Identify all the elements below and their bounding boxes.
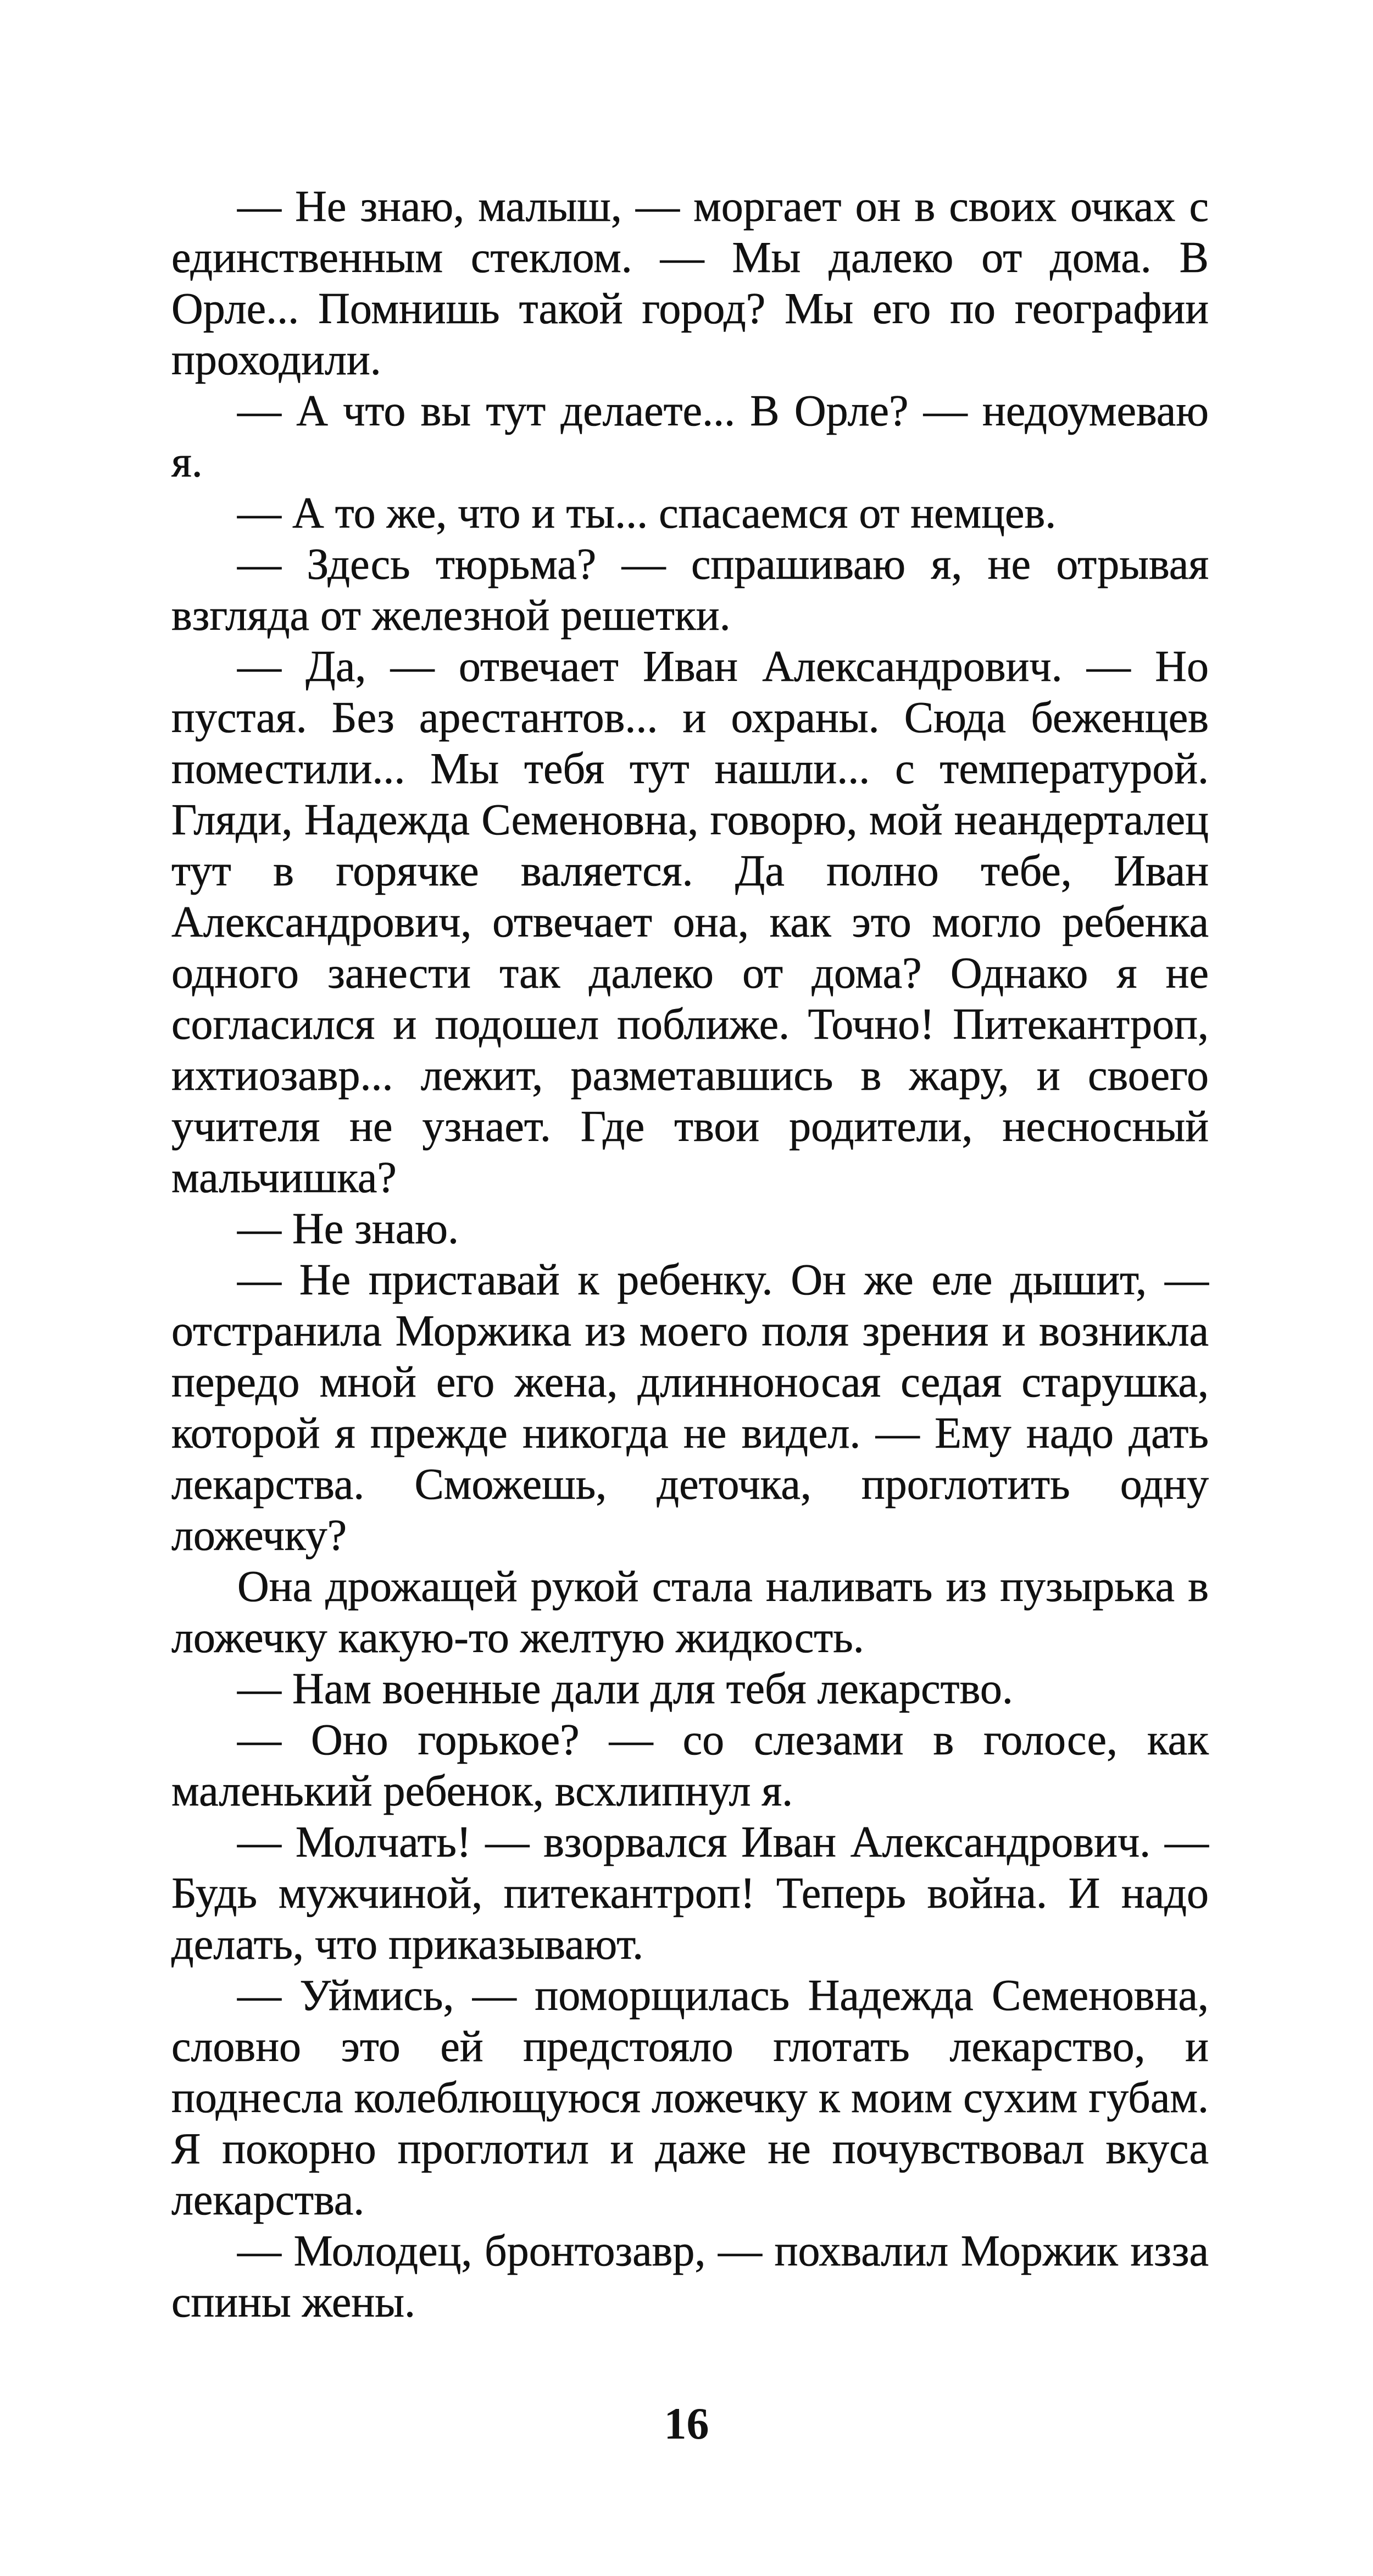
paragraph: — Оно горькое? — со слезами в голосе, как маленький ребенок, всхлипнул я. [171, 1716, 1209, 1815]
paragraph: — Не знаю. [237, 1205, 459, 1253]
paragraph: — Здесь тюрьма? — спрашиваю я, не отрывая взгляда от железной решетки. [171, 540, 1209, 640]
paragraph: — Молодец, бронтозавр, — похвалил Моржик изза спины жены. [171, 2227, 1209, 2326]
paragraph: — Да, — отвечает Иван Александрович. — Но пустая. Без арестантов... и охраны. Сюда беженцев поместили... Мы тебя тут нашли... с температурой. Гляди, Надежда Семеновна, говорю, мой неандерталец тут в горячке валяется. Да полно тебе, Иван Александрович, отвечает она, как это могло ребенка одного занести так далеко от дома? Однако я не согласился и подошел поближе. Точно! Питекантроп, ихтиозавр... лежит, разметавшись в жару, и своего учителя не узнает. Где твои родители, несносный мальчишка? [171, 642, 1209, 1202]
page-body-text [171, 181, 1209, 2328]
paragraph: — Молчать! — взорвался Иван Александрович. — Будь мужчиной, питекантроп! Теперь война. И надо делать, что приказывают. [171, 1818, 1209, 1969]
paragraph: — А что вы тут делаете... В Орле? — недоумеваю я. [171, 387, 1209, 486]
page-number: 16 [664, 2398, 709, 2448]
paragraph: Она дрожащей рукой стала наливать из пузырька в ложечку какую-то желтую жидкость. [171, 1563, 1209, 1662]
paragraph: — Не приставай к ребенку. Он же еле дышит, — отстранила Моржика из моего поля зрения и возникла передо мной его жена, длинноносая седая старушка, которой я прежде никогда не видел. — Ему надо дать лекарства. Сможешь, деточка, проглотить одну ложечку? [171, 1256, 1209, 1560]
paragraph: — Не знаю, малыш, — моргает он в своих очках с единственным стеклом. — Мы далеко от дома. В Орле... Помнишь такой город? Мы его по географии проходили. [171, 182, 1209, 384]
paragraph: — Нам военные дали для тебя лекарство. [237, 1665, 1013, 1713]
paragraph: — А то же, что и ты... спасаемся от немцев. [237, 489, 1057, 538]
paragraph: — Уймись, — поморщилась Надежда Семеновна, словно это ей предстояло глотать лекарство, и поднесла колеблющуюся ложечку к моим сухим губам. Я покорно проглотил и даже не почувствовал вкуса лекарства. [171, 1971, 1209, 2224]
